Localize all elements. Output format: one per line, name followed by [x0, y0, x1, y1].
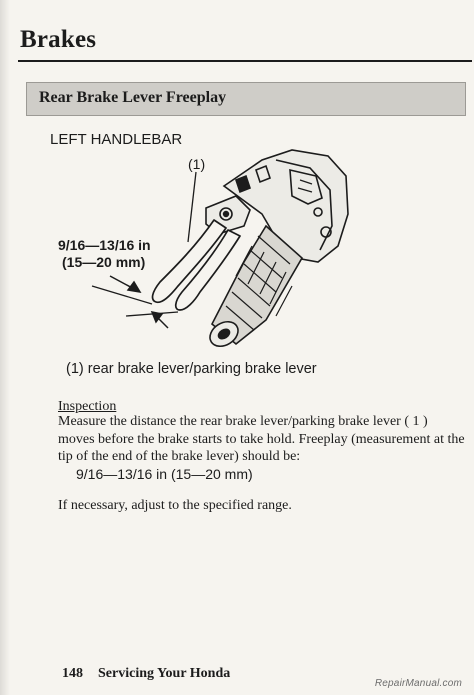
section-header-box: [26, 82, 466, 116]
adjust-note: If necessary, adjust to the specified range.: [58, 498, 292, 513]
chapter-title: Brakes: [20, 26, 97, 53]
footer-title: Servicing Your Honda: [98, 666, 231, 681]
figure-label: LEFT HANDLEBAR: [50, 131, 183, 148]
callout-leader: [188, 172, 196, 242]
callout-number: (1): [188, 156, 206, 172]
watermark: RepairManual.com: [374, 678, 462, 689]
freeplay-arrow-lower: [152, 312, 168, 328]
inspection-heading: Inspection: [58, 399, 117, 414]
figure-caption: (1) rear brake lever/parking brake lever: [66, 361, 317, 377]
dimension-mm: (15—20 mm): [62, 254, 146, 270]
freeplay-arrow-upper: [110, 276, 140, 292]
title-rule: [18, 60, 472, 62]
inspection-body: Measure the distance the rear brake lever/parking brake lever ( 1 ) moves before the brake starts to take hold. Freeplay (measurement at the tip of the end of the brake lever) should be:: [58, 414, 465, 464]
page-number: 148: [62, 666, 83, 681]
dimension-inches: 9/16—13/16 in: [58, 237, 151, 253]
freeplay-spec: 9/16—13/16 in (15—20 mm): [76, 466, 253, 482]
section-title: Rear Brake Lever Freeplay: [39, 89, 227, 106]
